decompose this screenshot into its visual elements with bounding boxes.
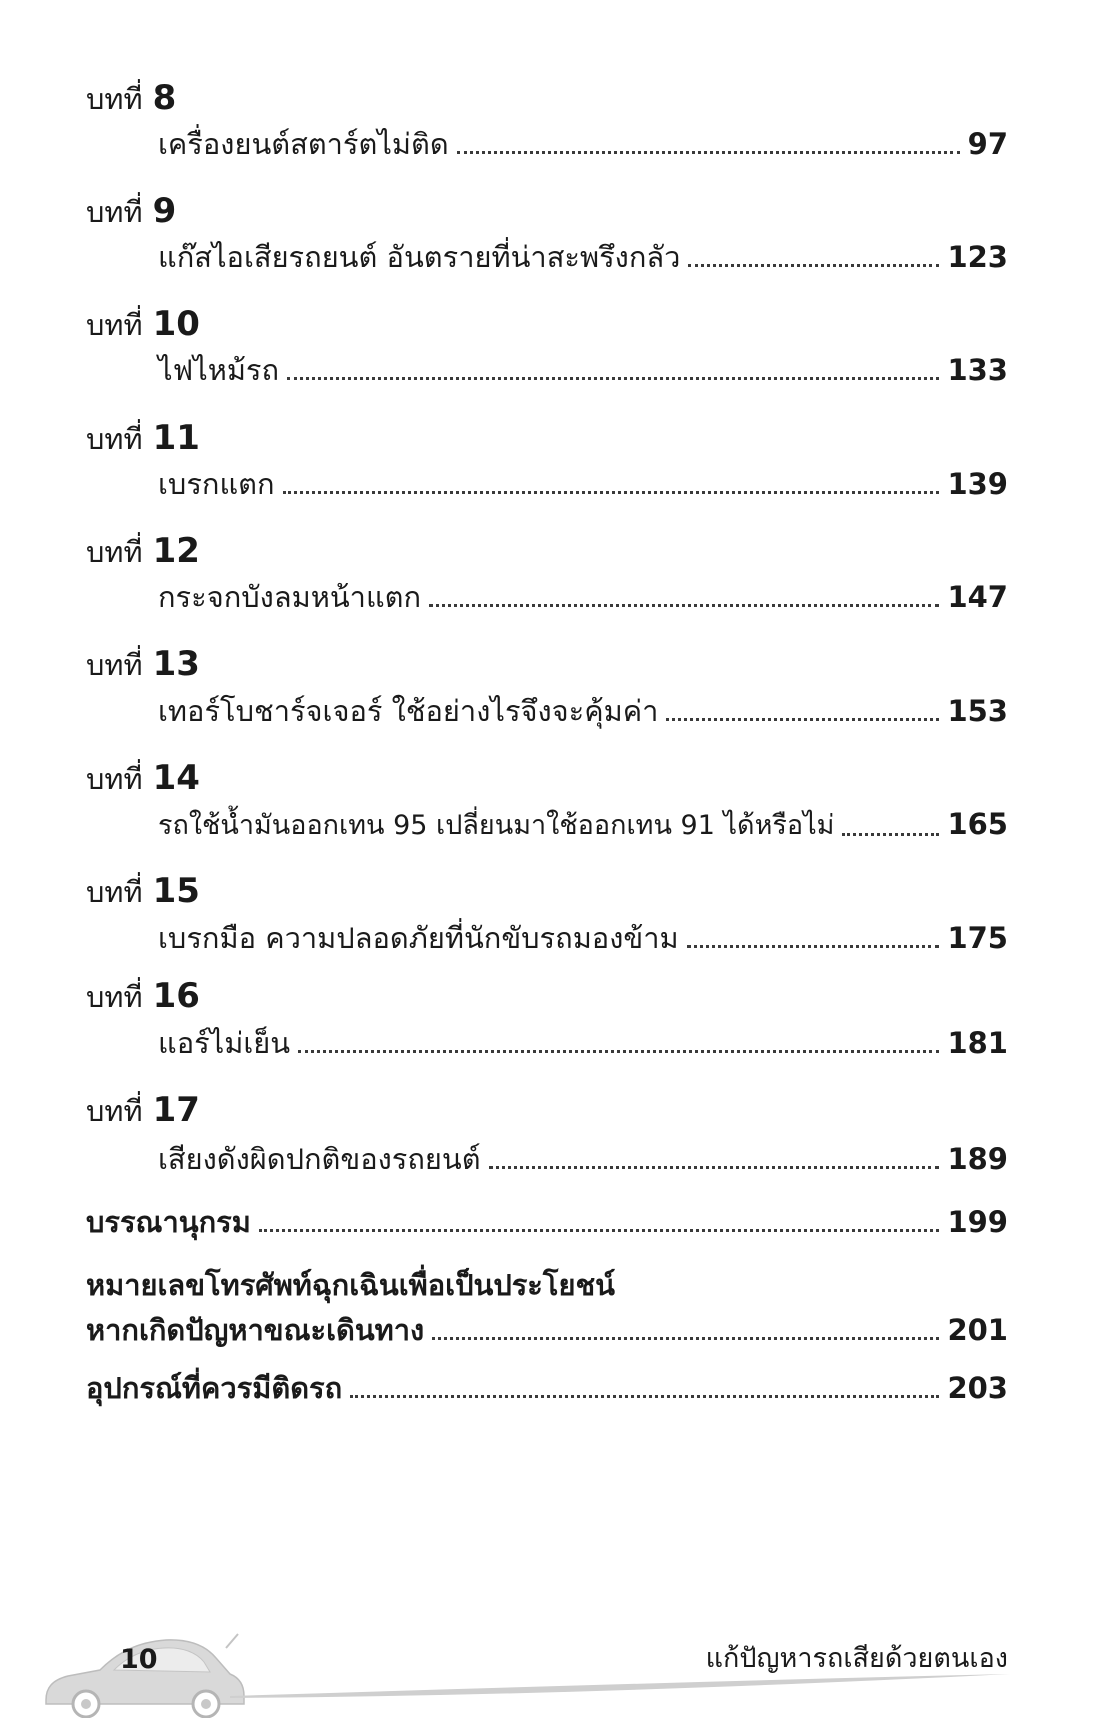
toc-entry-page: 199 [947, 1205, 1008, 1239]
chapter-label: บทที่ [86, 422, 143, 456]
toc-entry-page: 153 [947, 694, 1008, 728]
dot-leader [842, 833, 939, 836]
chapter-number: 12 [152, 531, 200, 571]
chapter-label: บทที่ [86, 195, 143, 229]
toc-entry[interactable] [158, 350, 1008, 390]
toc-entry-title: แอร์ไม่เย็น [158, 1026, 291, 1060]
dot-leader [666, 718, 939, 721]
chapter-heading [86, 191, 176, 232]
chapter-number: 10 [152, 304, 200, 344]
book-title: แก้ปัญหารถเสียด้วยตนเอง [705, 1643, 1008, 1674]
dot-leader [298, 1050, 939, 1053]
toc-entry-bibliography[interactable] [86, 1202, 1008, 1242]
toc-entry-title: เบรกมือ ความปลอดภัยที่นักขับรถมองข้าม [158, 921, 679, 955]
toc-entry-title: รถใช้น้ำมันออกเทน 95 เปลี่ยนมาใช้ออกเทน 91 ได้หรือไม่ [158, 810, 835, 841]
toc-entry-page: 133 [947, 353, 1008, 387]
dot-leader [287, 377, 939, 380]
toc-entry-title: เทอร์โบชาร์จเจอร์ ใช้อย่างไรจึงจะคุ้มค่า [158, 694, 659, 728]
chapter-number: 9 [152, 191, 177, 231]
dot-leader [350, 1395, 939, 1398]
toc-entry[interactable] [158, 124, 1008, 164]
toc-entry-page: 97 [967, 127, 1008, 161]
dot-leader [429, 604, 939, 607]
chapter-label: บทที่ [86, 980, 143, 1014]
toc-entry[interactable] [158, 577, 1008, 617]
toc-entry[interactable] [158, 1023, 1008, 1063]
toc-entry-title: แก๊สไอเสียรถยนต์ อันตรายที่น่าสะพรึงกลัว [158, 240, 681, 274]
chapter-number: 13 [152, 644, 200, 684]
toc-entry-title: เครื่องยนต์สตาร์ตไม่ติด [158, 127, 449, 161]
chapter-label: บทที่ [86, 1094, 143, 1128]
toc-entry[interactable] [158, 1139, 1008, 1179]
toc-entry[interactable] [158, 237, 1008, 277]
toc-entry[interactable] [158, 804, 1008, 846]
toc-entry-title: เสียงดังผิดปกติของรถยนต์ [158, 1142, 481, 1176]
dot-leader [283, 491, 940, 494]
toc-entry-title: บรรณานุกรม [86, 1205, 251, 1239]
toc-entry-page: 147 [947, 580, 1008, 614]
chapter-heading [86, 758, 200, 799]
chapter-label: บทที่ [86, 648, 143, 682]
chapter-number: 11 [152, 418, 200, 458]
toc-entry-emergency-line1: หมายเลขโทรศัพท์ฉุกเฉินเพื่อเป็นประโยชน์ [86, 1268, 615, 1302]
dot-leader [688, 264, 939, 267]
chapter-number: 15 [152, 871, 200, 911]
dot-leader [432, 1337, 939, 1340]
chapter-label: บทที่ [86, 875, 143, 909]
chapter-heading [86, 304, 200, 345]
toc-entry-title: อุปกรณ์ที่ควรมีติดรถ [86, 1371, 343, 1405]
chapter-number: 8 [152, 78, 177, 118]
dot-leader [259, 1229, 940, 1232]
chapter-heading [86, 871, 200, 912]
chapter-heading [86, 976, 200, 1017]
chapter-heading [86, 644, 200, 685]
toc-entry-page: 189 [947, 1142, 1008, 1176]
dot-leader [687, 945, 940, 948]
toc-entry-title: หากเกิดปัญหาขณะเดินทาง [86, 1313, 425, 1347]
toc-entry[interactable] [158, 918, 1008, 958]
chapter-number: 14 [152, 758, 200, 798]
toc-entry-page: 165 [947, 807, 1008, 841]
chapter-heading [86, 531, 200, 572]
toc-entry[interactable] [158, 691, 1008, 731]
dot-leader [457, 151, 960, 154]
toc-entry-page: 139 [947, 467, 1008, 501]
toc-entry-equipment[interactable] [86, 1368, 1008, 1408]
chapter-label: บทที่ [86, 762, 143, 796]
toc-entry-title: ไฟไหม้รถ [158, 353, 280, 387]
chapter-number: 16 [152, 976, 200, 1016]
dot-leader [489, 1166, 940, 1169]
toc-entry[interactable] [158, 464, 1008, 504]
toc-entry-emergency[interactable] [86, 1310, 1008, 1350]
chapter-label: บทที่ [86, 535, 143, 569]
toc-entry-page: 181 [947, 1026, 1008, 1060]
chapter-heading [86, 78, 176, 119]
toc-entry-page: 175 [947, 921, 1008, 955]
chapter-number: 17 [152, 1090, 200, 1130]
page-number: 10 [120, 1644, 158, 1675]
chapter-label: บทที่ [86, 308, 143, 342]
toc-entry-title: กระจกบังลมหน้าแตก [158, 580, 422, 614]
chapter-heading [86, 1090, 200, 1131]
toc-entry-page: 201 [947, 1313, 1008, 1347]
toc-entry-page: 203 [947, 1371, 1008, 1405]
toc-entry-title: เบรกแตก [158, 467, 275, 501]
chapter-label: บทที่ [86, 82, 143, 116]
toc-entry-page: 123 [947, 240, 1008, 274]
chapter-heading [86, 418, 200, 459]
